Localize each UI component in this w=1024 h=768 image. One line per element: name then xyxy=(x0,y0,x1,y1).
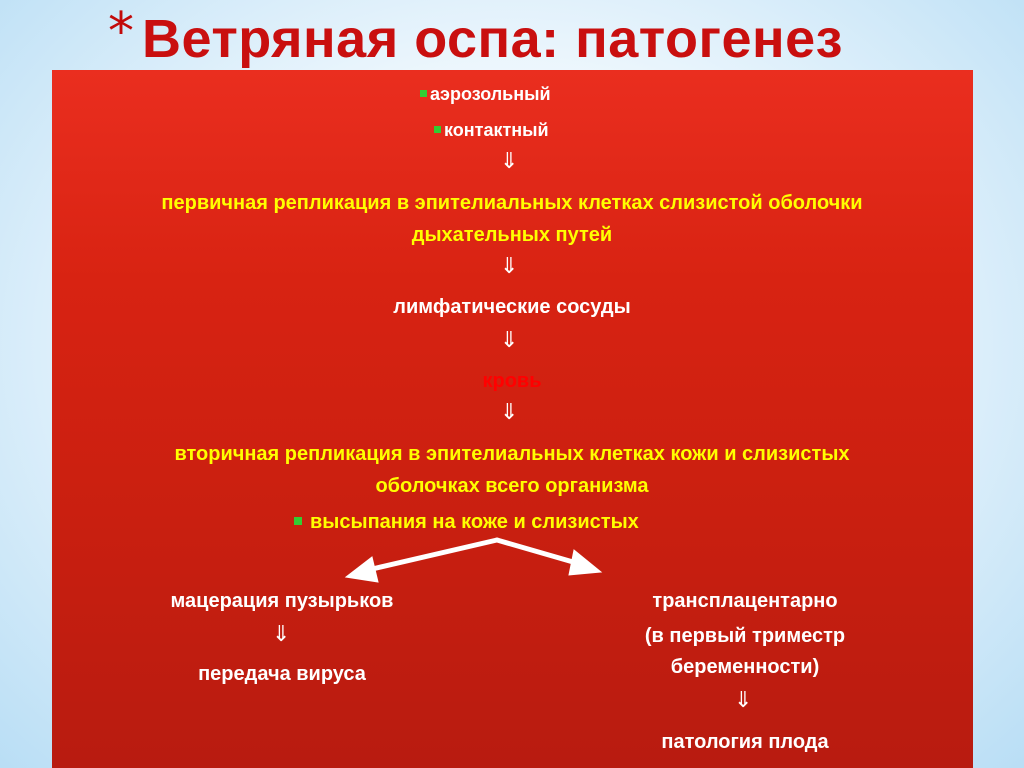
trimester-line1: (в первый триместр xyxy=(644,625,846,647)
slide-title: Ветряная оспа: патогенез xyxy=(142,9,844,69)
route-contact-label: контактный xyxy=(444,120,549,140)
transplacental: трансплацентарно xyxy=(652,590,838,612)
down-arrow-icon: ⇓ xyxy=(272,622,291,647)
route-aerosol-label: аэрозольный xyxy=(430,84,551,104)
down-arrow-icon: ⇓ xyxy=(500,149,519,174)
primary-replication-line1: первичная репликация в эпителиальных клетках слизистой оболочки xyxy=(161,192,863,214)
trimester-line2: беременности) xyxy=(670,656,820,678)
secondary-replication-line1: вторичная репликация в эпителиальных клетках кожи и слизистых xyxy=(174,443,850,465)
down-arrow-icon: ⇓ xyxy=(500,400,519,425)
right-arrowhead-icon xyxy=(569,550,601,575)
left-branch-arrow xyxy=(368,540,497,570)
down-arrow-icon: ⇓ xyxy=(500,254,519,279)
left-arrowhead-icon xyxy=(346,557,378,582)
virus-transmission: передача вируса xyxy=(198,663,366,685)
secondary-replication-line2: оболочках всего организма xyxy=(375,475,649,497)
lymph-vessels: лимфатические сосуды xyxy=(393,296,631,318)
right-branch-arrow xyxy=(497,540,580,564)
blood: кровь xyxy=(482,370,542,392)
primary-replication-line2: дыхательных путей xyxy=(411,224,613,246)
rash-label: высыпания на коже и слизистых xyxy=(310,511,639,533)
down-arrow-icon: ⇓ xyxy=(734,688,753,713)
down-arrow-icon: ⇓ xyxy=(500,328,519,353)
maceration: мацерация пузырьков xyxy=(170,590,394,612)
title-asterisk: * xyxy=(108,2,134,62)
fetal-pathology: патология плода xyxy=(661,731,829,753)
